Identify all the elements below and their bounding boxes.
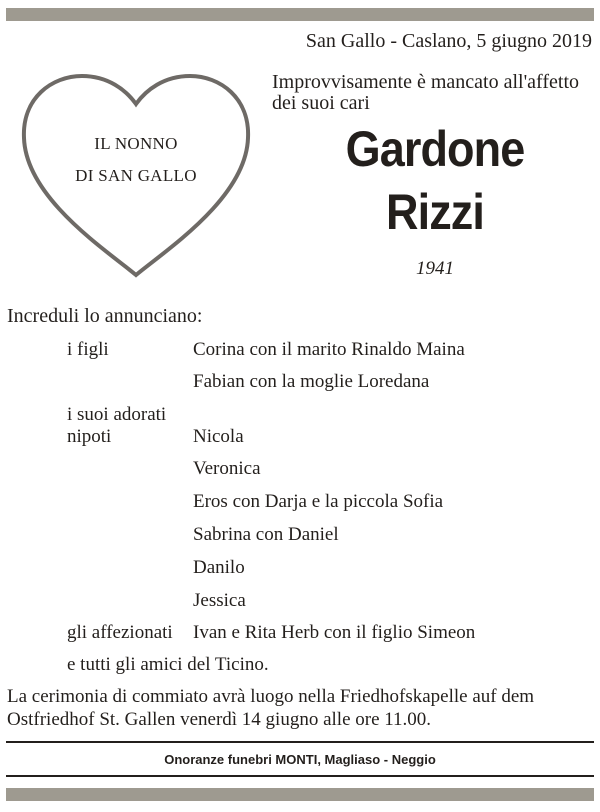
list-item: Jessica	[193, 590, 246, 611]
list-item: Ivan e Rita Herb con il figlio Simeon	[193, 622, 476, 643]
list-item: Nicola	[193, 426, 244, 447]
list-item: Veronica	[193, 458, 261, 479]
list-item: Corina con il marito Rinaldo Maina	[193, 339, 465, 360]
footer-divider-bottom	[6, 775, 594, 777]
bottom-decorative-bar	[6, 788, 594, 801]
footer-divider-top	[6, 741, 594, 743]
relative-label-affezionati: gli affezionati	[67, 622, 173, 643]
date-line: San Gallo - Caslano, 5 giugno 2019	[305, 30, 592, 52]
list-item: Eros con Darja e la piccola Sofia	[193, 491, 444, 512]
list-item: Danilo	[193, 557, 245, 578]
deceased-name-second: Rizzi	[385, 184, 485, 240]
heart-text-line1: IL NONNO	[94, 134, 178, 153]
ceremony-text: La cerimonia di commiato avrà luogo nella Friedhofskapelle auf dem Ostfriedhof St. Gallen venerdì 14 giugno alle ore 11.00.	[7, 686, 535, 730]
funeral-home-credit: Onoranze funebri MONTI, Magliaso - Neggio	[164, 752, 436, 767]
intro-text: Improvvisamente è mancato all'affetto dei suoi cari	[272, 71, 580, 114]
closing-line: e tutti gli amici del Ticino.	[67, 654, 269, 675]
top-decorative-bar	[6, 8, 594, 21]
relative-label-nipoti-line2: nipoti	[67, 426, 112, 447]
relative-label-figli: i figli	[67, 339, 109, 360]
list-item: Fabian con la moglie Loredana	[193, 371, 430, 392]
heart-text-line2: DI SAN GALLO	[75, 166, 197, 185]
list-item: Sabrina con Daniel	[193, 524, 339, 545]
relative-label-nipoti-line1: i suoi adorati	[67, 404, 167, 425]
deceased-name-first: Gardone	[345, 121, 525, 177]
birth-year: 1941	[416, 258, 454, 279]
announcement: Increduli lo annunciano:	[7, 305, 203, 327]
